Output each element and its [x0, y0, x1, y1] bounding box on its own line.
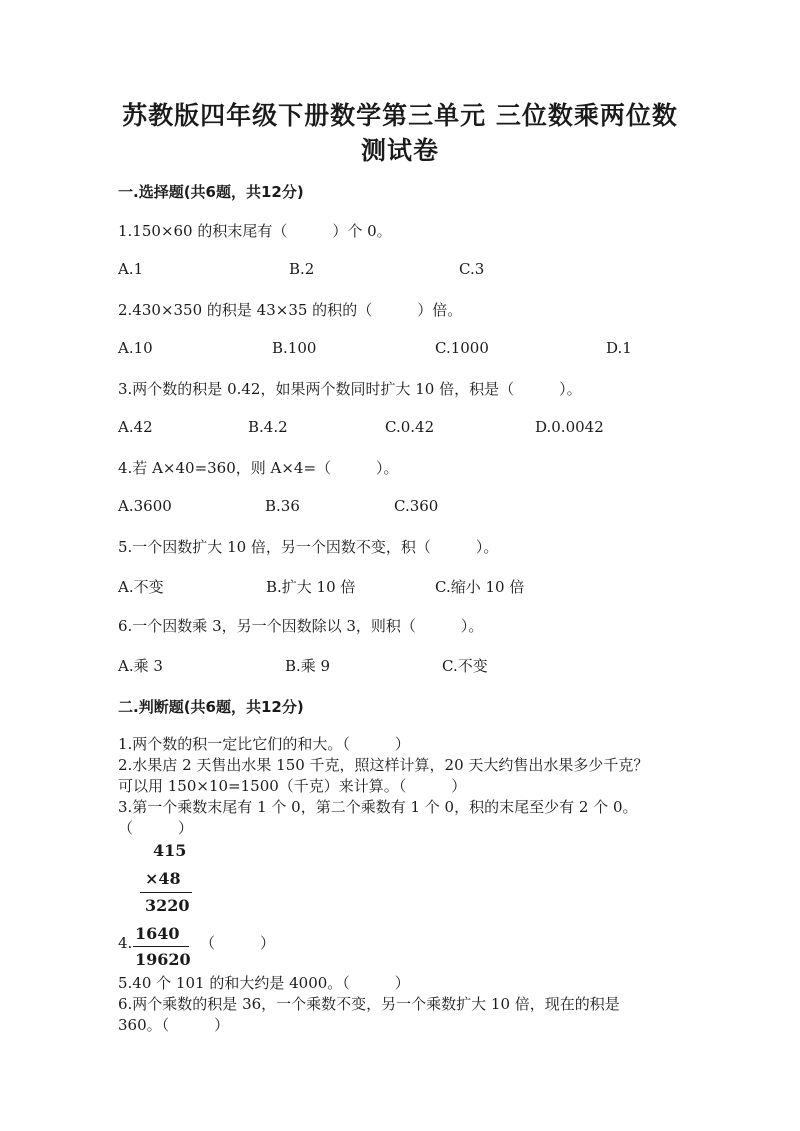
q1-option-b[interactable]: B.2 [289, 260, 315, 278]
section2-heading: 二.判断题(共6题，共12分) [118, 698, 304, 716]
q6-option-b[interactable]: B.乘 9 [285, 657, 331, 675]
section1-heading: 一.选择题(共6题，共12分) [118, 183, 304, 201]
judge-item-5: 5.40 个 101 的和大约是 4000。（ ） [118, 974, 410, 992]
q6-option-c[interactable]: C.不变 [442, 657, 488, 675]
calc-multiplier: ×48 [145, 869, 181, 888]
q4-option-b[interactable]: B.36 [265, 497, 300, 515]
judge-item-1: 1.两个数的积一定比它们的和大。（ ） [118, 735, 410, 753]
q3-option-b[interactable]: B.4.2 [248, 418, 288, 436]
q3-option-a[interactable]: A.42 [118, 418, 153, 436]
question-5: 5.一个因数扩大 10 倍，另一个因数不变，积（ ）。 [118, 538, 499, 556]
q1-option-a[interactable]: A.1 [118, 260, 144, 278]
judge-item-2-line2: 可以用 150×10=1500（千克）来计算。（ ） [118, 777, 467, 795]
q4-option-a[interactable]: A.3600 [118, 497, 172, 515]
calc-result: 19620 [135, 950, 191, 969]
judge-item-6-line2: 360。（ ） [118, 1016, 230, 1034]
judge-item-4-bracket: （ ） [200, 934, 276, 952]
q2-option-c[interactable]: C.1000 [435, 339, 489, 357]
q4-option-c[interactable]: C.360 [394, 497, 439, 515]
calc-partial-1: 3220 [145, 896, 190, 915]
judge-item-6-line1: 6.两个乘数的积是 36，一个乘数不变，另一个乘数扩大 10 倍，现在的积是 [118, 995, 620, 1013]
judge-item-3-line2: （ ） [118, 819, 194, 837]
calc-divider-line-2 [133, 946, 189, 947]
q5-option-a[interactable]: A.不变 [118, 578, 164, 596]
judge-item-4-number: 4. [118, 934, 133, 952]
calc-partial-2: 1640 [135, 924, 180, 943]
question-6: 6.一个因数乘 3，另一个因数除以 3，则积（ ）。 [118, 617, 484, 635]
q2-option-d[interactable]: D.1 [606, 339, 632, 357]
q2-option-a[interactable]: A.10 [118, 339, 153, 357]
q5-option-b[interactable]: B.扩大 10 倍 [266, 578, 356, 596]
question-1: 1.150×60 的积末尾有（ ）个 0。 [118, 222, 392, 240]
page-title-line1: 苏教版四年级下册数学第三单元 三位数乘两位数 [122, 101, 678, 130]
q3-option-c[interactable]: C.0.42 [385, 418, 435, 436]
page-title-line2: 测试卷 [360, 136, 439, 165]
question-3: 3.两个数的积是 0.42，如果两个数同时扩大 10 倍，积是（ ）。 [118, 380, 582, 398]
q2-option-b[interactable]: B.100 [272, 339, 317, 357]
q1-option-c[interactable]: C.3 [459, 260, 485, 278]
calc-divider-line [140, 892, 192, 893]
question-4: 4.若 A×40=360，则 A×4=（ ）。 [118, 459, 399, 477]
q5-option-c[interactable]: C.缩小 10 倍 [435, 578, 525, 596]
calc-multiplicand: 415 [153, 841, 187, 860]
q6-option-a[interactable]: A.乘 3 [118, 657, 163, 675]
q3-option-d[interactable]: D.0.0042 [535, 418, 604, 436]
judge-item-3-line1: 3.第一个乘数末尾有 1 个 0，第二个乘数有 1 个 0，积的末尾至少有 2 个 0。 [118, 798, 638, 816]
question-2: 2.430×350 的积是 43×35 的积的（ ）倍。 [118, 301, 463, 319]
judge-item-2-line1: 2.水果店 2 天售出水果 150 千克，照这样计算，20 天大约售出水果多少千克？ [118, 756, 649, 774]
